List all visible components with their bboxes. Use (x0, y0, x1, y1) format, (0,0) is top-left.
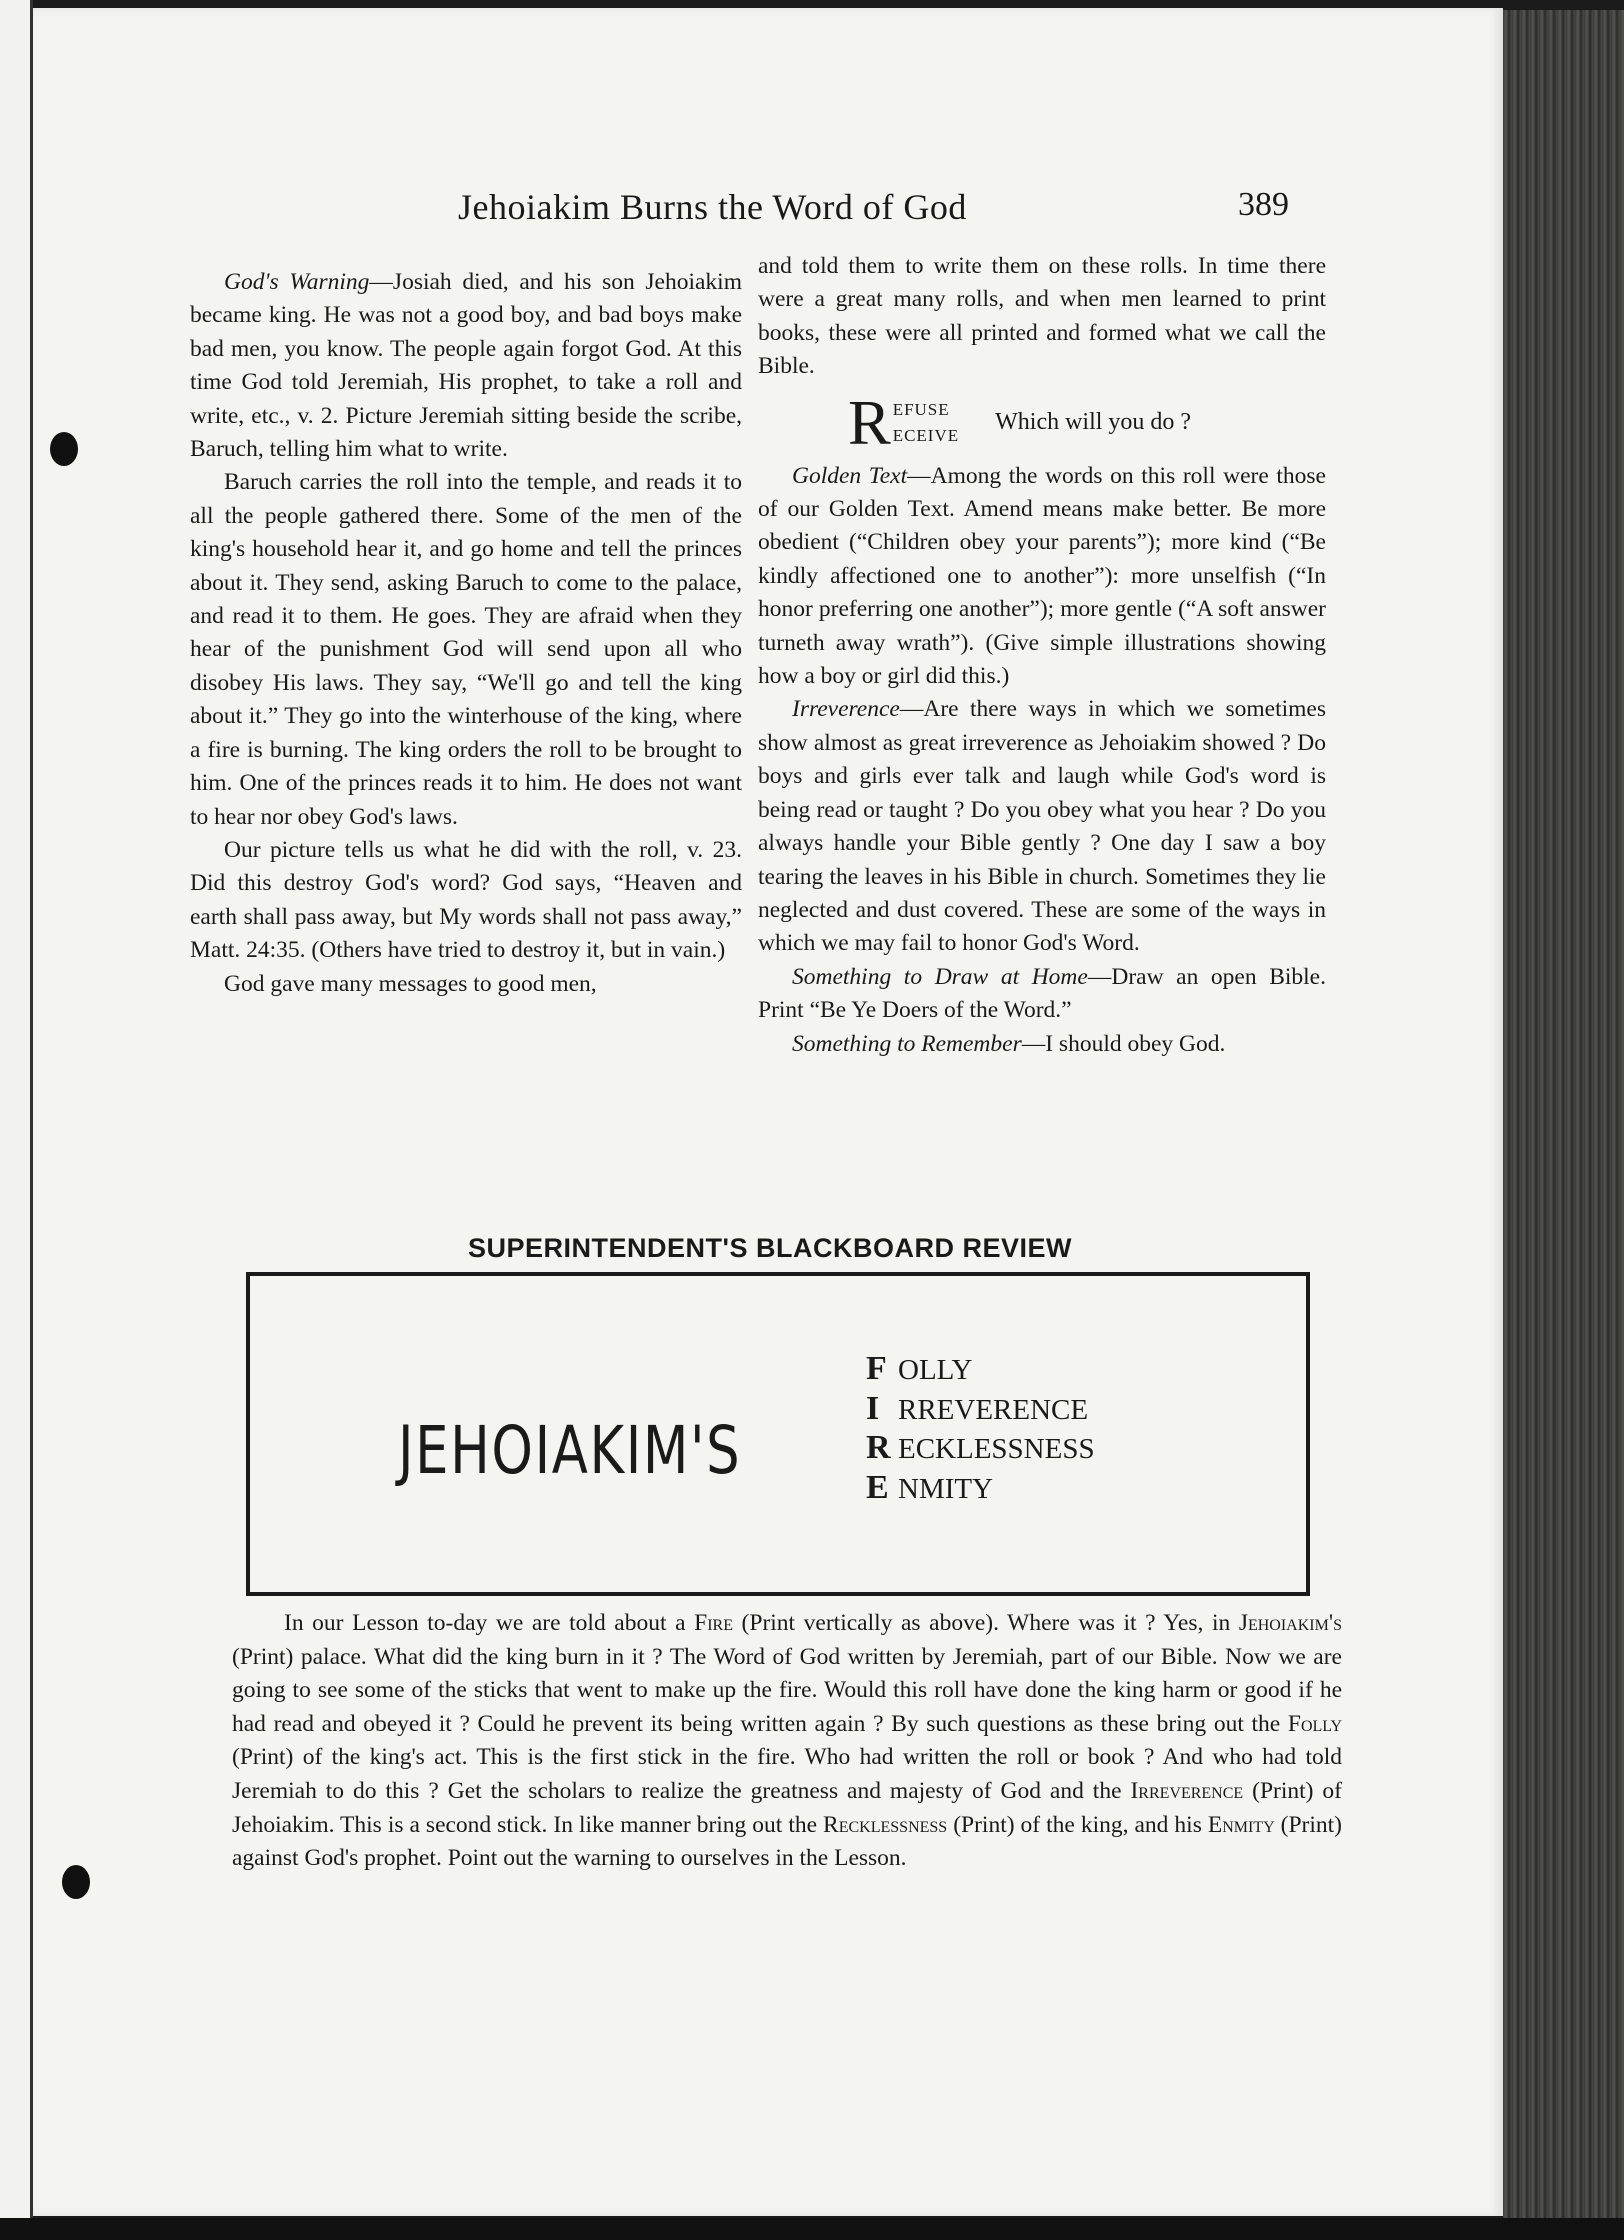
left-page-edge (0, 0, 33, 2220)
paragraph-irreverence: Irreverence—Are there ways in which we sometimes show almost as great irreverence as Jehoiakim showed ? Do boys and girls ever talk and laugh while God's word is being read or taught ? Do you obey what you hear ? Do you always handle your Bible gently ? One day I saw a boy tearing the leaves in his Bible in church. Sometimes they lie neglected and dust covered. These are some of the ways in which we may fail to honor God's Word. (758, 696, 1326, 957)
acrostic-initial: I (866, 1389, 880, 1427)
paragraph-rolls: and told them to write them on these rolls. In time there were a great many rolls, and when men learned to print books, these were all printed and formed what we call the Bible. (758, 253, 1326, 380)
term-jehoiakims: Jehoiakim's (1238, 1610, 1342, 1636)
acrostic-word: RREVERENCE (898, 1393, 1089, 1426)
receive-word: ECEIVE (892, 425, 960, 445)
binder-hole-bottom (62, 1865, 90, 1899)
term-irreverence: Irreverence (1130, 1777, 1244, 1804)
refuse-initial: R (848, 386, 891, 458)
acrostic-initial: E (866, 1468, 889, 1506)
paragraph-picture: Our picture tells us what he did with the roll, v. 23. Did this destroy God's word? God says, “Heaven and earth shall pass away, but My words shall not pass away,” Matt. 24:35. (Others have tried to destroy it, but in vain.) (190, 836, 742, 964)
blackboard-box (246, 1272, 1310, 1596)
running-head: Jehoiakim Burns the Word of God (458, 187, 967, 227)
blackboard-main-word: JEHOIAKIM'S (398, 1412, 742, 1489)
paragraph-remember: Something to Remember—I should obey God. (792, 1030, 1226, 1057)
page-edges (1503, 10, 1624, 2220)
acrostic-initial: R (866, 1429, 891, 1466)
acrostic-word: ECKLESSNESS (898, 1433, 1095, 1465)
paragraph-baruch: Baruch carries the roll into the temple, and reads it to all the people gathered there. Some of the men of the king's household hear it, and go home and tell the princes about it. They send, asking Baruch to come to the palace, and read it to them. He goes. They are afraid when they hear of the punishment God will send upon all who disobey His laws. They say, “We'll go and tell the king about it.” They go into the winterhouse of the king, where a fire is burning. The king orders the roll to be brought to him. One of the princes reads it to him. He does not want to hear nor obey God's laws. (190, 469, 742, 830)
acrostic-word: NMITY (898, 1472, 994, 1505)
blackboard-acrostic (866, 1350, 1095, 1508)
acrostic-row (866, 1469, 1095, 1509)
term-enmity: Enmity (1207, 1811, 1275, 1838)
term-folly: Folly (1287, 1710, 1342, 1737)
paragraph-messages: God gave many messages to good men, (224, 970, 597, 997)
acrostic-row (866, 1350, 1095, 1390)
scan-border (0, 2218, 1624, 2240)
right-column (758, 250, 1326, 1061)
acrostic-initial: F (866, 1350, 887, 1387)
left-column (190, 266, 742, 1001)
paragraph-draw: Something to Draw at Home—Draw an open Bible. Print “Be Ye Doers of the Word.” (758, 963, 1326, 1024)
lesson-paragraph: In our Lesson to-day we are told about a Fire (Print vertically as above). Where was it ? Yes, in Jehoiakim's (Print) palace. What did the king burn in it ? The Word of God written by Jeremiah, part of our Bible. Now we are going to see some of the sticks that went to make up the fire. Would this roll have done the king harm or good if he had read and obeyed it ? Could he prevent its being written again ? By such questions as these bring out the Folly (Print) of the king's act. This is the first stick in the fire. Who had written the roll or book ? And who had told Jeremiah to do this ? Get the scholars to realize the greatness and majesty of God and the Irreverence (Print) of Jehoiakim. This is a second stick. In like manner bring out the Recklessness (Print) of the king, and his Enmity (Print) against God's prophet. Point out the warning to ourselves in the Lesson. (232, 1610, 1342, 1872)
refuse-receive-choice (848, 386, 1326, 458)
page-number: 389 (1238, 186, 1289, 223)
refuse-word: EFUSE (892, 399, 950, 419)
acrostic-row (866, 1429, 1095, 1469)
term-recklessness: Recklessness (823, 1811, 948, 1838)
acrostic-word: OLLY (898, 1354, 973, 1386)
binder-hole-top (50, 432, 78, 466)
which-question: Which will you do ? (995, 408, 1192, 435)
paragraph-gods-warning: God's Warning—Josiah died, and his son Jehoiakim became king. He was not a good boy, and bad boys make bad men, you know. The people again forgot God. At this time God told Jeremiah, His prophet, to take a roll and write, etc., v. 2. Picture Jeremiah sitting beside the scribe, Baruch, telling him what to write. (190, 269, 742, 463)
blackboard-title: SUPERINTENDENT'S BLACKBOARD REVIEW (468, 1233, 1072, 1263)
paragraph-golden-text: Golden Text—Among the words on this roll were those of our Golden Text. Amend means make better. Be more obedient (“Children obey your parents”); more kind (“Be kindly affectioned one to another”): more unselfish (“In honor preferring one another”); more gentle (“A soft answer turneth away wrath”). (Give simple illustrations showing how a boy or girl did this.) (758, 462, 1326, 690)
acrostic-row (866, 1390, 1095, 1430)
term-fire: Fire (694, 1610, 733, 1636)
